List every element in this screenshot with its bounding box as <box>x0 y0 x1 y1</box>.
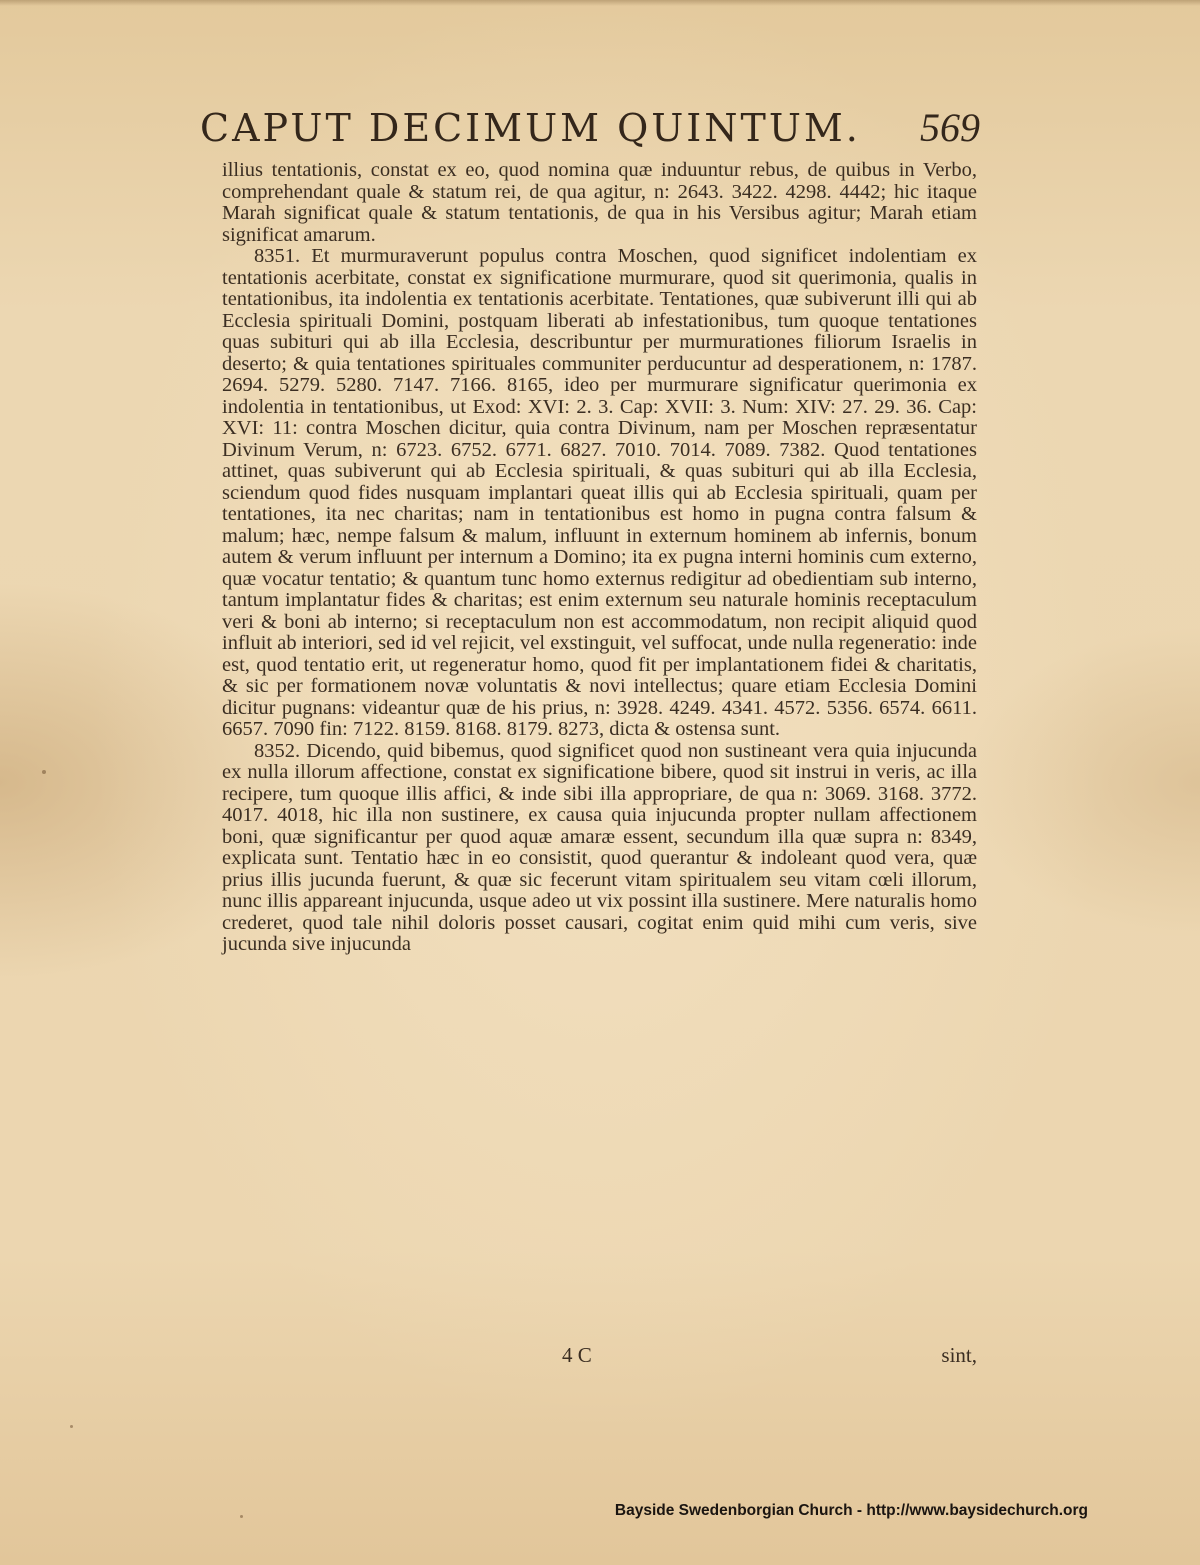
paper-speck <box>70 1425 73 1428</box>
body-text <box>222 160 977 956</box>
running-title: CAPUT DECIMUM QUINTUM. <box>200 106 861 150</box>
page-header <box>200 100 980 160</box>
paragraph-8351: 8351. Et murmuraverunt populus contra Moschen, quod significet indolentiam ex tentationis acerbitate, constat ex significatione murmurare, quod sit querimonia, qualis in tentationibus, ita indolentia ex tentationis acerbitate. Tentationes, quæ subiverunt illi qui ab Ecclesia spirituali Domini, postquam liberati ab infestationibus, tum quoque tentationes quas subituri qui ab illa Ecclesia, describuntur per murmurationes filiorum Israelis in deserto; & quia tentationes spirituales communiter perducuntur ad desperationem, n: 1787. 2694. 5279. 5280. 7147. 7166. 8165, ideo per murmurare significatur querimonia ex indolentia in tentationibus, ut Exod: XVI: 2. 3. Cap: XVII: 3. Num: XIV: 27. 29. 36. Cap: XVI: 11: contra Moschen dicitur, quia contra Divinum, nam per Moschen repræsentatur Divinum Verum, n: 6723. 6752. 6771. 6827. 7010. 7014. 7089. 7382. Quod tentationes attinet, quas subiverunt qui ab Ecclesia spirituali, & quas subituri qui ab illa Ecclesia, sciendum quod fides nusquam implantari queat illis qui ab Ecclesia spirituali, quam per tentationes, ita nec charitas; nam in tentationibus est homo in pugna contra falsum & malum; hæc, nempe falsum & malum, influunt in externum hominem ab infernis, bonum autem & verum influunt per internum a Domino; ita ex pugna interni hominis cum externo, quæ vocatur tentatio; & quantum tunc homo externus redigitur ad obedientiam sub interno, tantum implantatur fides & charitas; est enim externum seu naturale hominis receptaculum veri & boni ab interno; si receptaculum non est accommodatum, non recipit aliquid quod influit ab interiori, sed id vel rejicit, vel exstinguit, vel suffocat, unde nulla regeneratio: inde est, quod tentatio erit, ut regeneratur homo, quod fit per implantationem fidei & charitatis, & sic per formationem novæ voluntatis & novi intellectus; quare etiam Ecclesia Domini dicitur pugnans: videantur quæ de his prius, n: 3928. 4249. 4341. 4572. 5356. 6574. 6611. 6657. 7090 fin: 7122. 8159. 8168. 8179. 8273, dicta & ostensa sunt. <box>222 245 977 740</box>
paragraph-8352: 8352. Dicendo, quid bibemus, quod significet quod non sustineant vera quia injucunda ex nulla illorum affectione, constat ex significatione bibere, quod sit instrui in veris, ac illa recipere, tum quoque illis affici, & inde sibi illa appropriare, de qua n: 3069. 3168. 3772. 4017. 4018, hic illa non sustinere, ex causa quia injucunda propter nullam affectionem boni, quæ significantur per quod aquæ amaræ essent, secundum illa quæ supra n: 8349, explicata sunt. Tentatio hæc in eo consistit, quod querantur & indoleant quod vera, quæ prius illis jucunda fuerunt, & quæ sic fecerunt vitam spiritualem seu vitam cœli illorum, nunc illis appareant injucunda, usque adeo ut vix possint illa sustinere. Mere naturalis homo crederet, quod tale nihil doloris posset causari, cogitat enim quid mihi cum veris, sive jucunda sive injucunda <box>222 739 977 955</box>
paper-speck <box>42 770 46 774</box>
page-footer <box>222 1343 977 1367</box>
page-number: 569 <box>920 105 980 150</box>
paper-speck <box>240 1515 243 1518</box>
page-top-edge <box>0 0 1200 6</box>
watermark-text: Bayside Swedenborgian Church - http://www.baysidechurch.org <box>614 1502 1088 1519</box>
paragraph-continuation: illius tentationis, constat ex eo, quod nomina quæ induuntur rebus, de quibus in Verbo, comprehendant quale & statum rei, de qua agitur, n: 2643. 3422. 4298. 4442; hic itaque Marah significat quale & statum tentationis, de qua in his Versibus agitur; Marah etiam significat amarum. <box>222 159 977 246</box>
signature-mark: 4 C <box>562 1343 592 1367</box>
catchword: sint, <box>941 1343 977 1367</box>
